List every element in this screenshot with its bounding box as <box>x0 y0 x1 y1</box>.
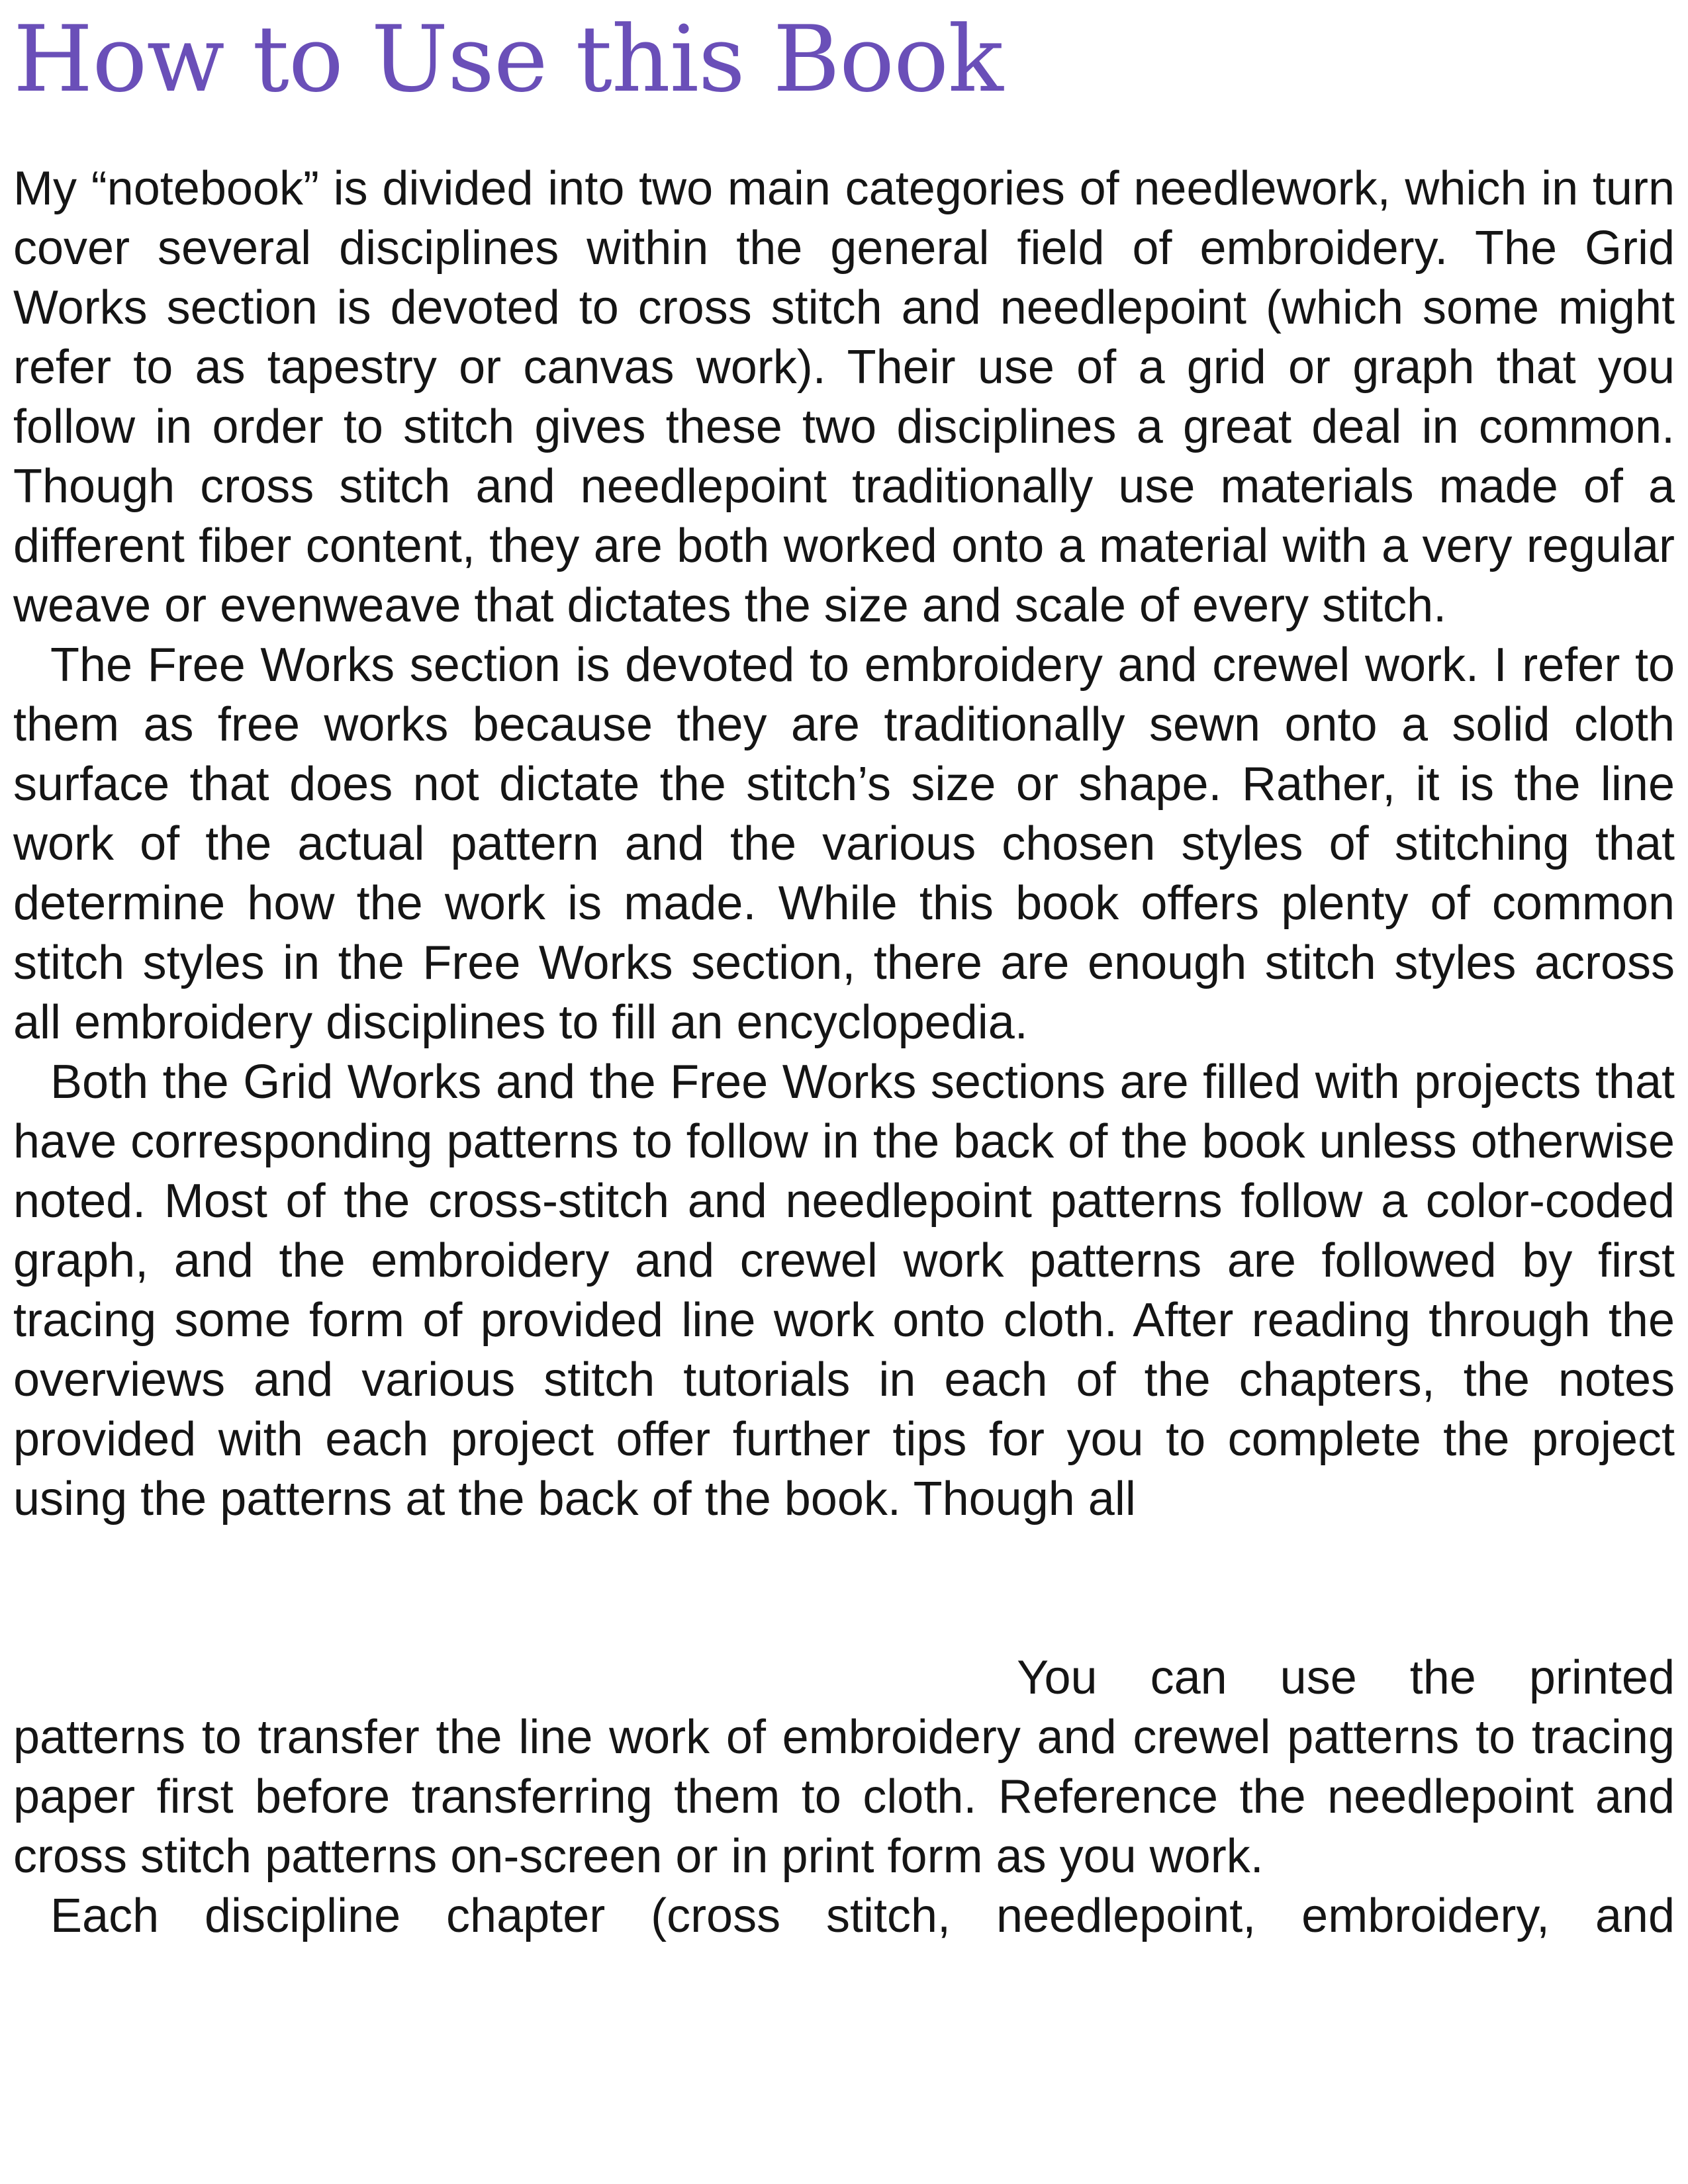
paragraph-last-start: Each discipline chapter (cross stitch, needlepoint, embroidery, and <box>50 1889 1675 1942</box>
paragraph-1: My “notebook” is divided into two main categories of needlework, which in turn cover several disciplines within the general field of embroidery. The Grid Works section is devoted to cross stitch and needlepoint (which some might refer to as tapestry or canvas work). Their use of a grid or graph that you follow in order to stitch gives these two disciplines a great deal in common. Though cross stitch and needlepoint traditionally use materials made of a different fiber content, they are both worked onto a material with a very regular weave or evenweave that dictates the size and scale of every stitch. <box>13 162 1675 632</box>
page-title: How to Use this Book <box>13 6 1003 113</box>
paragraph-continuation <box>13 1648 1675 1886</box>
paragraph-2: The Free Works section is devoted to embroidery and crewel work. I refer to them as free works because they are traditionally sewn onto a solid cloth surface that does not dictate the stitch’s size or shape. Rather, it is the line work of the actual pattern and the various chosen styles of stitching that determine how the work is made. While this book offers plenty of common stitch styles in the Free Works section, there are enough stitch styles across all embroidery disciplines to fill an encyclopedia. <box>13 639 1675 1049</box>
page <box>13 0 1675 2184</box>
continuation-lead: You can use the printed <box>1017 1651 1675 1704</box>
paragraph-3: Both the Grid Works and the Free Works sections are filled with projects that have corresponding patterns to follow in the back of the book unless otherwise noted. Most of the cross-stitch and needlepoint patterns follow a color-coded graph, and the embroidery and crewel work patterns are followed by first tracing some form of provided line work onto cloth. After reading through the overviews and various stitch tutorials in each of the chapters, the notes provided with each project offer further tips for you to complete the project using the patterns at the back of the book. Though all <box>13 1056 1675 1525</box>
continuation-rest: patterns to transfer the line work of embroidery and crewel patterns to tracing paper first before transferring them to cloth. Reference the needlepoint and cross stitch patterns on-screen or in print form as you work. <box>13 1711 1675 1883</box>
blank-gap <box>13 1529 1675 1648</box>
